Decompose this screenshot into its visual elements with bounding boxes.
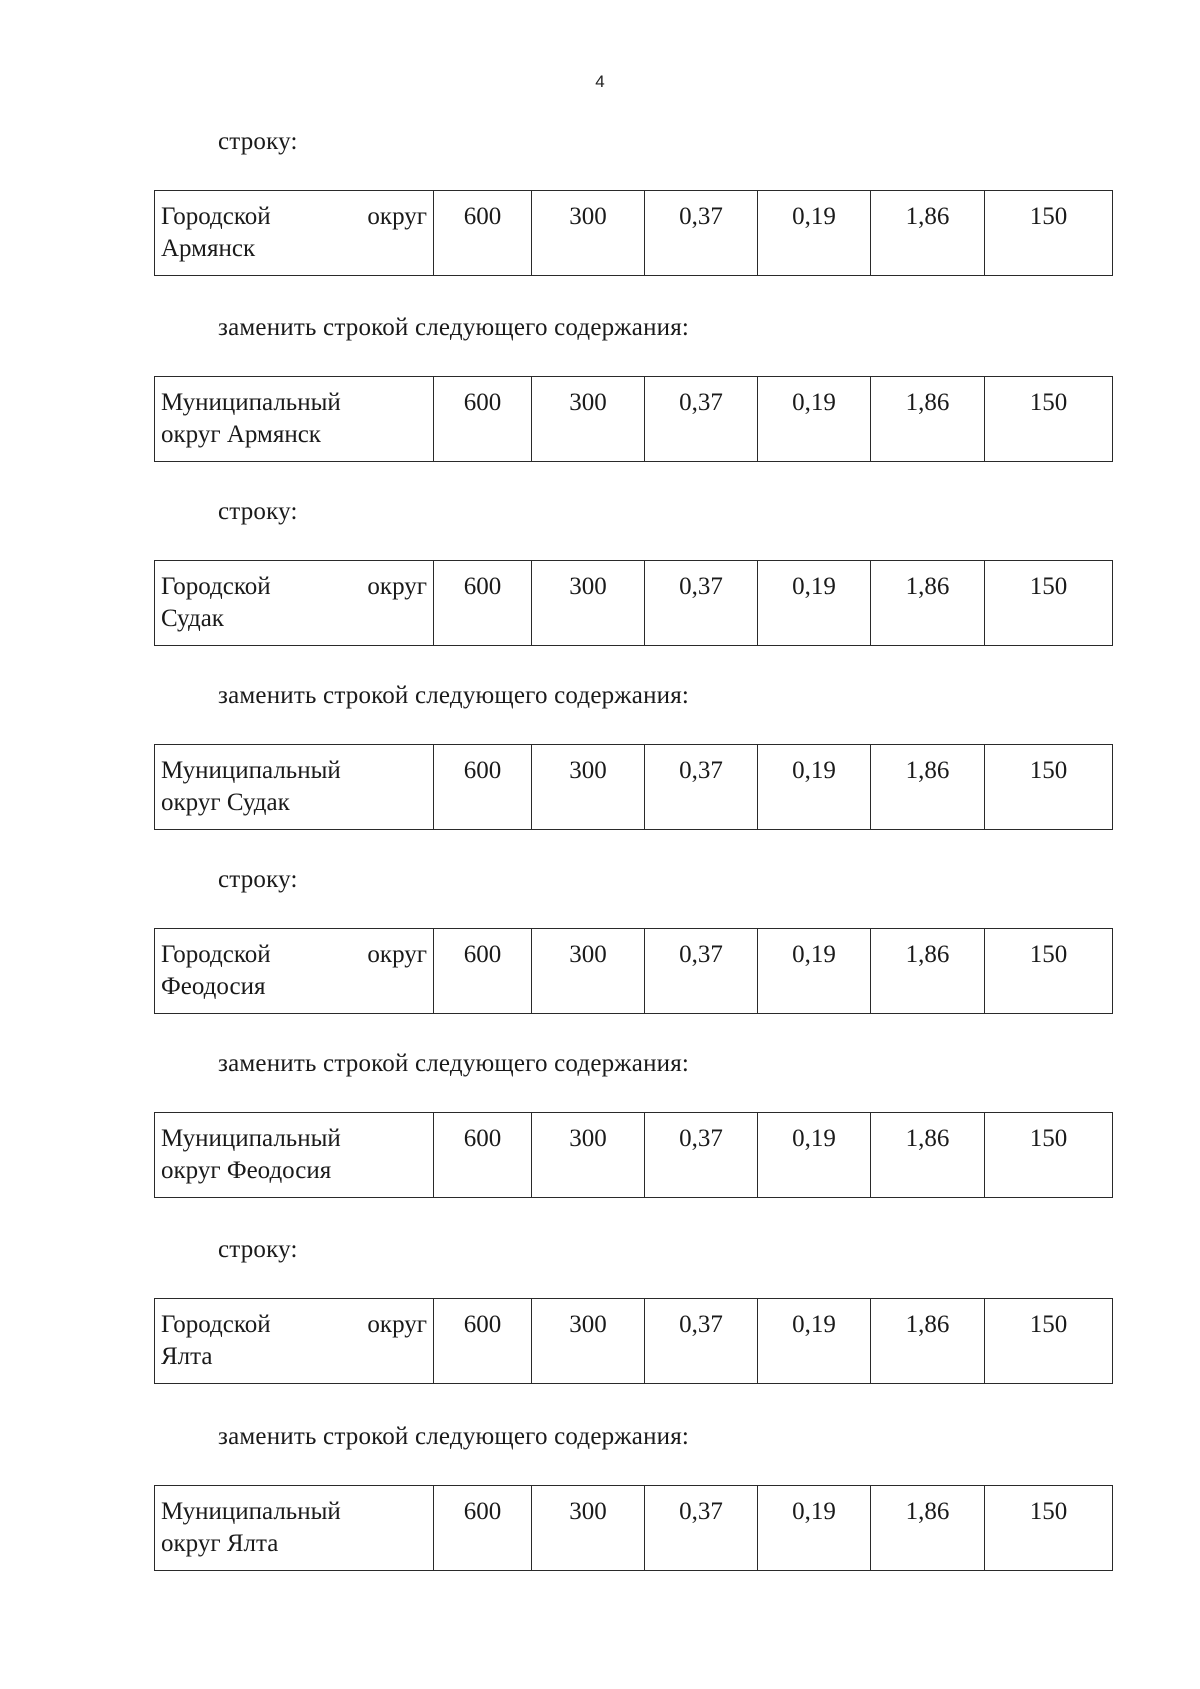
value-cell: 0,19 [758,561,871,646]
value-cell: 1,86 [871,929,985,1014]
value-cell: 150 [985,929,1113,1014]
table-row [155,745,1113,830]
value-cell: 600 [434,745,532,830]
value-cell: 600 [434,191,532,276]
block-label: заменить строкой следующего содержания: [218,1423,690,1450]
value-cell: 600 [434,377,532,462]
value-cell: 300 [532,561,645,646]
value-cell: 1,86 [871,745,985,830]
value-cell: 0,37 [645,191,758,276]
page-number: 4 [595,72,605,91]
value-cell: 150 [985,191,1113,276]
table-row [155,929,1113,1014]
value-cell: 0,19 [758,377,871,462]
data-table [154,744,1113,830]
municipality-cell [155,929,434,1014]
municipality-cell [155,1113,434,1198]
block-label: заменить строкой следующего содержания: [218,1050,690,1077]
table-row [155,1486,1113,1571]
value-cell: 600 [434,929,532,1014]
value-cell: 0,19 [758,1299,871,1384]
table-row [155,377,1113,462]
table-row [155,1299,1113,1384]
municipality-line2: Судак [161,605,224,632]
value-cell: 600 [434,1486,532,1571]
municipality-cell [155,1486,434,1571]
municipality-cell [155,561,434,646]
value-cell: 150 [985,745,1113,830]
municipality-line1: Городской округ [161,203,427,230]
data-table [154,1485,1113,1571]
municipality-line2: округ Армянск [161,421,321,448]
municipality-line2: округ Феодосия [161,1157,332,1184]
value-cell: 1,86 [871,1299,985,1384]
block-label: заменить строкой следующего содержания: [218,314,690,341]
value-cell: 0,19 [758,929,871,1014]
value-cell: 0,19 [758,191,871,276]
municipality-line1: Городской округ [161,573,427,600]
value-cell: 150 [985,1299,1113,1384]
municipality-cell [155,745,434,830]
block-label: строку: [218,866,298,893]
municipality-line2: Феодосия [161,973,266,1000]
data-table [154,190,1113,276]
value-cell: 300 [532,377,645,462]
table-row [155,1113,1113,1198]
table-row [155,191,1113,276]
municipality-line1: Муниципальный [161,1125,341,1152]
value-cell: 0,37 [645,1299,758,1384]
data-table [154,1112,1113,1198]
value-cell: 600 [434,1113,532,1198]
block-label: строку: [218,1236,298,1263]
municipality-line2: округ Ялта [161,1530,279,1557]
value-cell: 1,86 [871,561,985,646]
value-cell: 600 [434,561,532,646]
value-cell: 0,19 [758,745,871,830]
data-table [154,1298,1113,1384]
value-cell: 150 [985,1113,1113,1198]
block-label: заменить строкой следующего содержания: [218,682,690,709]
value-cell: 1,86 [871,191,985,276]
value-cell: 0,37 [645,1486,758,1571]
value-cell: 0,19 [758,1113,871,1198]
municipality-line2: Ялта [161,1343,213,1370]
data-table [154,376,1113,462]
value-cell: 300 [532,1486,645,1571]
municipality-line1: Муниципальный [161,1498,341,1525]
value-cell: 0,19 [758,1486,871,1571]
municipality-line1: Городской округ [161,941,427,968]
value-cell: 300 [532,1299,645,1384]
block-label: строку: [218,128,298,155]
value-cell: 0,37 [645,745,758,830]
value-cell: 0,37 [645,561,758,646]
value-cell: 300 [532,745,645,830]
municipality-line2: округ Судак [161,789,290,816]
municipality-line2: Армянск [161,235,256,262]
data-table [154,560,1113,646]
value-cell: 0,37 [645,929,758,1014]
value-cell: 150 [985,1486,1113,1571]
municipality-cell [155,377,434,462]
value-cell: 1,86 [871,1113,985,1198]
value-cell: 300 [532,929,645,1014]
block-label: строку: [218,498,298,525]
municipality-cell [155,1299,434,1384]
value-cell: 1,86 [871,377,985,462]
value-cell: 0,37 [645,377,758,462]
value-cell: 600 [434,1299,532,1384]
table-row [155,561,1113,646]
value-cell: 150 [985,561,1113,646]
municipality-line1: Муниципальный [161,389,341,416]
data-table [154,928,1113,1014]
value-cell: 1,86 [871,1486,985,1571]
municipality-cell [155,191,434,276]
value-cell: 300 [532,191,645,276]
value-cell: 300 [532,1113,645,1198]
municipality-line1: Муниципальный [161,757,341,784]
municipality-line1: Городской округ [161,1311,427,1338]
value-cell: 0,37 [645,1113,758,1198]
value-cell: 150 [985,377,1113,462]
